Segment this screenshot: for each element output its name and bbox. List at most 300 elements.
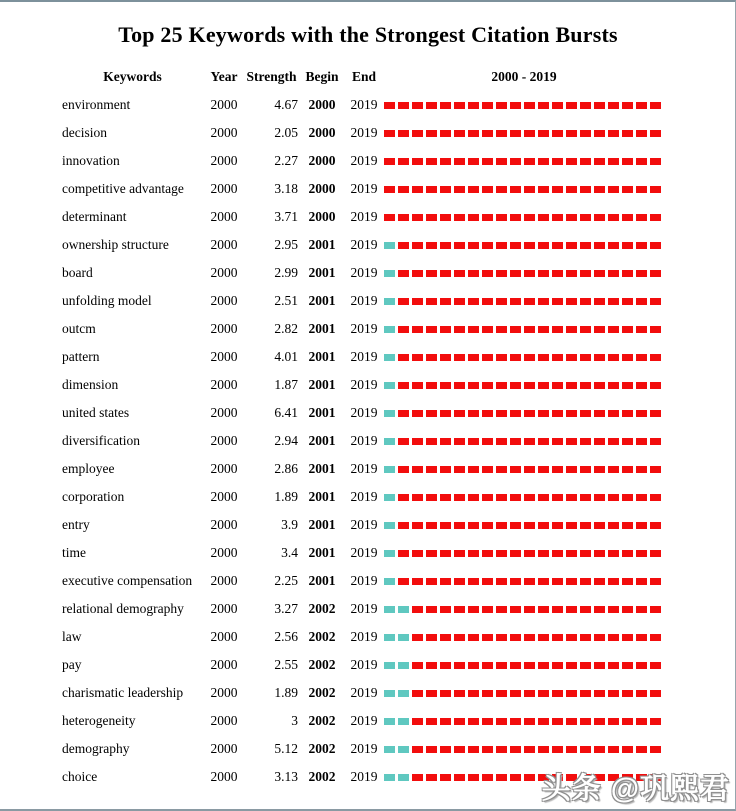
burst-year-segment	[636, 242, 647, 249]
keyword-cell: executive compensation	[62, 573, 193, 588]
keyword-cell: determinant	[62, 209, 127, 224]
burst-year-segment	[412, 494, 423, 501]
burst-year-segment	[608, 102, 619, 109]
burst-year-segment	[510, 438, 521, 445]
burst-year-segment	[440, 438, 451, 445]
burst-year-segment	[636, 718, 647, 725]
burst-year-segment	[468, 662, 479, 669]
burst-year-segment	[566, 158, 577, 165]
burst-year-segment	[440, 270, 451, 277]
burst-year-segment	[622, 606, 633, 613]
burst-year-segment	[552, 746, 563, 753]
burst-year-segment	[440, 466, 451, 473]
year-cell: 2000	[210, 377, 238, 392]
burst-year-segment	[510, 326, 521, 333]
burst-year-segment	[412, 746, 423, 753]
non-burst-year-segment	[384, 298, 395, 305]
burst-year-segment	[636, 102, 647, 109]
burst-year-segment	[510, 270, 521, 277]
burst-year-segment	[496, 438, 507, 445]
burst-year-segment	[426, 466, 437, 473]
burst-year-segment	[468, 270, 479, 277]
burst-year-segment	[538, 130, 549, 137]
burst-timeline-bar	[384, 606, 664, 613]
burst-year-segment	[622, 634, 633, 641]
burst-year-segment	[608, 466, 619, 473]
burst-year-segment	[426, 578, 437, 585]
burst-year-segment	[496, 578, 507, 585]
table-row	[0, 567, 736, 595]
burst-year-segment	[524, 690, 535, 697]
burst-year-segment	[552, 410, 563, 417]
burst-year-segment	[594, 186, 605, 193]
burst-year-segment	[608, 326, 619, 333]
burst-year-segment	[552, 382, 563, 389]
table-row	[0, 483, 736, 511]
burst-year-segment	[440, 718, 451, 725]
burst-year-segment	[566, 634, 577, 641]
begin-cell: 2000	[308, 125, 336, 140]
burst-year-segment	[468, 438, 479, 445]
burst-year-segment	[538, 438, 549, 445]
burst-year-segment	[594, 662, 605, 669]
burst-year-segment	[538, 522, 549, 529]
keyword-cell: decision	[62, 125, 107, 140]
burst-year-segment	[524, 438, 535, 445]
begin-cell: 2001	[308, 433, 336, 448]
year-cell: 2000	[210, 713, 238, 728]
burst-year-segment	[468, 690, 479, 697]
burst-year-segment	[412, 466, 423, 473]
begin-cell: 2002	[308, 769, 336, 784]
burst-year-segment	[566, 298, 577, 305]
burst-year-segment	[566, 718, 577, 725]
burst-year-segment	[412, 718, 423, 725]
end-cell: 2019	[350, 713, 378, 728]
year-cell: 2000	[210, 657, 238, 672]
burst-year-segment	[524, 270, 535, 277]
burst-year-segment	[524, 550, 535, 557]
burst-year-segment	[636, 438, 647, 445]
burst-timeline-bar	[384, 718, 664, 725]
burst-timeline-bar	[384, 634, 664, 641]
burst-year-segment	[412, 522, 423, 529]
year-cell: 2000	[210, 321, 238, 336]
burst-year-segment	[468, 158, 479, 165]
burst-year-segment	[412, 326, 423, 333]
burst-year-segment	[412, 382, 423, 389]
burst-year-segment	[496, 634, 507, 641]
burst-year-segment	[482, 298, 493, 305]
begin-cell: 2001	[308, 377, 336, 392]
burst-year-segment	[482, 606, 493, 613]
burst-year-segment	[566, 214, 577, 221]
burst-year-segment	[440, 242, 451, 249]
burst-year-segment	[524, 158, 535, 165]
burst-year-segment	[426, 130, 437, 137]
burst-year-segment	[510, 634, 521, 641]
non-burst-year-segment	[384, 522, 395, 529]
year-cell: 2000	[210, 405, 238, 420]
burst-year-segment	[412, 130, 423, 137]
year-cell: 2000	[210, 349, 238, 364]
burst-year-segment	[510, 690, 521, 697]
burst-year-segment	[384, 158, 395, 165]
burst-year-segment	[566, 746, 577, 753]
burst-year-segment	[398, 382, 409, 389]
burst-year-segment	[650, 438, 661, 445]
burst-year-segment	[622, 410, 633, 417]
burst-year-segment	[454, 522, 465, 529]
burst-year-segment	[510, 466, 521, 473]
burst-year-segment	[608, 494, 619, 501]
burst-year-segment	[538, 662, 549, 669]
burst-year-segment	[650, 130, 661, 137]
burst-year-segment	[496, 494, 507, 501]
burst-year-segment	[482, 410, 493, 417]
burst-year-segment	[454, 326, 465, 333]
end-cell: 2019	[350, 97, 378, 112]
burst-year-segment	[650, 690, 661, 697]
strength-cell: 3.27	[274, 601, 298, 616]
burst-year-segment	[496, 354, 507, 361]
keyword-cell: dimension	[62, 377, 119, 392]
burst-year-segment	[398, 494, 409, 501]
table-row	[0, 259, 736, 287]
burst-year-segment	[608, 186, 619, 193]
burst-year-segment	[566, 410, 577, 417]
burst-year-segment	[552, 214, 563, 221]
header-year: Year	[210, 69, 238, 84]
keyword-cell: diversification	[62, 433, 140, 448]
burst-year-segment	[496, 186, 507, 193]
burst-year-segment	[566, 522, 577, 529]
burst-year-segment	[510, 550, 521, 557]
end-cell: 2019	[350, 265, 378, 280]
burst-year-segment	[552, 606, 563, 613]
burst-timeline-bar	[384, 242, 664, 249]
burst-year-segment	[482, 438, 493, 445]
burst-year-segment	[412, 578, 423, 585]
burst-year-segment	[482, 746, 493, 753]
end-cell: 2019	[350, 153, 378, 168]
burst-year-segment	[426, 354, 437, 361]
burst-year-segment	[622, 662, 633, 669]
burst-year-segment	[440, 298, 451, 305]
page-title: Top 25 Keywords with the Strongest Citation Bursts	[118, 22, 618, 47]
burst-year-segment	[608, 270, 619, 277]
burst-year-segment	[398, 130, 409, 137]
burst-year-segment	[496, 522, 507, 529]
burst-year-segment	[594, 634, 605, 641]
burst-year-segment	[594, 578, 605, 585]
burst-year-segment	[440, 158, 451, 165]
year-cell: 2000	[210, 629, 238, 644]
burst-year-segment	[384, 186, 395, 193]
burst-year-segment	[622, 326, 633, 333]
burst-timeline-bar	[384, 494, 664, 501]
non-burst-year-segment	[384, 382, 395, 389]
burst-year-segment	[538, 270, 549, 277]
begin-cell: 2000	[308, 181, 336, 196]
burst-year-segment	[650, 606, 661, 613]
burst-year-segment	[608, 354, 619, 361]
header-begin: Begin	[305, 69, 339, 84]
non-burst-year-segment	[384, 242, 395, 249]
begin-cell: 2002	[308, 685, 336, 700]
burst-year-segment	[622, 158, 633, 165]
burst-year-segment	[426, 550, 437, 557]
burst-year-segment	[412, 410, 423, 417]
burst-year-segment	[426, 690, 437, 697]
burst-year-segment	[538, 326, 549, 333]
burst-year-segment	[538, 410, 549, 417]
begin-cell: 2001	[308, 489, 336, 504]
burst-year-segment	[538, 158, 549, 165]
burst-year-segment	[482, 186, 493, 193]
burst-year-segment	[524, 494, 535, 501]
burst-year-segment	[594, 466, 605, 473]
burst-year-segment	[398, 270, 409, 277]
burst-year-segment	[440, 354, 451, 361]
table-row	[0, 651, 736, 679]
burst-year-segment	[398, 438, 409, 445]
burst-year-segment	[622, 746, 633, 753]
begin-cell: 2001	[308, 405, 336, 420]
burst-year-segment	[650, 214, 661, 221]
year-cell: 2000	[210, 545, 238, 560]
burst-year-segment	[496, 102, 507, 109]
burst-year-segment	[398, 242, 409, 249]
burst-year-segment	[426, 774, 437, 781]
keyword-cell: competitive advantage	[62, 181, 184, 196]
burst-year-segment	[482, 690, 493, 697]
burst-year-segment	[636, 130, 647, 137]
end-cell: 2019	[350, 349, 378, 364]
burst-year-segment	[608, 746, 619, 753]
burst-year-segment	[636, 550, 647, 557]
burst-year-segment	[482, 634, 493, 641]
burst-year-segment	[594, 550, 605, 557]
year-cell: 2000	[210, 601, 238, 616]
burst-year-segment	[622, 242, 633, 249]
table-row	[0, 707, 736, 735]
burst-year-segment	[454, 214, 465, 221]
strength-cell: 1.89	[274, 489, 298, 504]
keyword-cell: demography	[62, 741, 130, 756]
begin-cell: 2001	[308, 517, 336, 532]
burst-year-segment	[482, 578, 493, 585]
burst-year-segment	[468, 298, 479, 305]
burst-year-segment	[412, 158, 423, 165]
end-cell: 2019	[350, 517, 378, 532]
burst-year-segment	[412, 662, 423, 669]
burst-year-segment	[538, 718, 549, 725]
burst-timeline-bar	[384, 410, 664, 417]
burst-year-segment	[510, 662, 521, 669]
begin-cell: 2001	[308, 237, 336, 252]
burst-year-segment	[440, 214, 451, 221]
keyword-cell: united states	[62, 405, 130, 420]
burst-year-segment	[524, 410, 535, 417]
burst-year-segment	[566, 326, 577, 333]
burst-year-segment	[580, 662, 591, 669]
burst-year-segment	[552, 326, 563, 333]
burst-year-segment	[552, 662, 563, 669]
keyword-cell: entry	[62, 517, 90, 532]
burst-year-segment	[636, 186, 647, 193]
burst-year-segment	[622, 382, 633, 389]
keyword-cell: law	[62, 629, 82, 644]
table-row	[0, 147, 736, 175]
keyword-cell: employee	[62, 461, 115, 476]
non-burst-year-segment	[398, 690, 409, 697]
header-keywords: Keywords	[103, 69, 162, 84]
burst-year-segment	[468, 606, 479, 613]
burst-timeline-bar	[384, 746, 664, 753]
burst-year-segment	[650, 326, 661, 333]
burst-year-segment	[454, 662, 465, 669]
burst-year-segment	[468, 550, 479, 557]
burst-year-segment	[538, 578, 549, 585]
burst-year-segment	[622, 690, 633, 697]
burst-year-segment	[496, 606, 507, 613]
burst-year-segment	[538, 102, 549, 109]
burst-year-segment	[496, 746, 507, 753]
burst-timeline-bar	[384, 382, 664, 389]
burst-year-segment	[510, 382, 521, 389]
burst-year-segment	[608, 578, 619, 585]
burst-year-segment	[594, 270, 605, 277]
burst-year-segment	[524, 466, 535, 473]
burst-year-segment	[538, 382, 549, 389]
strength-cell: 2.56	[274, 629, 298, 644]
burst-year-segment	[524, 606, 535, 613]
burst-timeline-bar	[384, 186, 664, 193]
burst-year-segment	[398, 550, 409, 557]
end-cell: 2019	[350, 741, 378, 756]
burst-year-segment	[426, 382, 437, 389]
burst-year-segment	[398, 214, 409, 221]
burst-year-segment	[440, 634, 451, 641]
toutiao-watermark: 头条 @巩熙君	[541, 773, 730, 805]
table-row	[0, 91, 736, 119]
burst-year-segment	[594, 354, 605, 361]
year-cell: 2000	[210, 573, 238, 588]
burst-year-segment	[650, 662, 661, 669]
non-burst-year-segment	[384, 270, 395, 277]
non-burst-year-segment	[398, 774, 409, 781]
burst-year-segment	[426, 186, 437, 193]
burst-year-segment	[510, 410, 521, 417]
begin-cell: 2001	[308, 321, 336, 336]
burst-year-segment	[398, 158, 409, 165]
burst-year-segment	[580, 438, 591, 445]
burst-timeline-bar	[384, 578, 664, 585]
burst-year-segment	[608, 606, 619, 613]
burst-year-segment	[636, 298, 647, 305]
burst-year-segment	[622, 718, 633, 725]
burst-year-segment	[622, 270, 633, 277]
burst-year-segment	[454, 438, 465, 445]
burst-year-segment	[636, 606, 647, 613]
burst-year-segment	[594, 326, 605, 333]
burst-year-segment	[496, 298, 507, 305]
burst-year-segment	[636, 662, 647, 669]
year-cell: 2000	[210, 769, 238, 784]
burst-year-segment	[510, 746, 521, 753]
burst-year-segment	[496, 662, 507, 669]
burst-year-segment	[594, 606, 605, 613]
burst-year-segment	[538, 186, 549, 193]
keyword-cell: ownership structure	[62, 237, 169, 252]
burst-year-segment	[622, 578, 633, 585]
keyword-cell: heterogeneity	[62, 713, 136, 728]
burst-year-segment	[454, 158, 465, 165]
table-row	[0, 511, 736, 539]
burst-year-segment	[566, 578, 577, 585]
burst-year-segment	[622, 102, 633, 109]
burst-year-segment	[566, 662, 577, 669]
non-burst-year-segment	[384, 578, 395, 585]
non-burst-year-segment	[384, 746, 395, 753]
burst-timeline-bar	[384, 466, 664, 473]
burst-year-segment	[454, 354, 465, 361]
burst-year-segment	[468, 578, 479, 585]
strength-cell: 2.94	[274, 433, 298, 448]
table-header-row	[0, 63, 736, 91]
burst-year-segment	[580, 522, 591, 529]
year-cell: 2000	[210, 685, 238, 700]
burst-year-segment	[594, 214, 605, 221]
burst-year-segment	[594, 158, 605, 165]
non-burst-year-segment	[384, 774, 395, 781]
burst-year-segment	[510, 354, 521, 361]
burst-year-segment	[440, 494, 451, 501]
burst-year-segment	[454, 634, 465, 641]
begin-cell: 2002	[308, 629, 336, 644]
burst-year-segment	[580, 102, 591, 109]
burst-timeline-bar	[384, 550, 664, 557]
burst-year-segment	[412, 270, 423, 277]
burst-year-segment	[440, 186, 451, 193]
burst-year-segment	[510, 522, 521, 529]
burst-year-segment	[524, 746, 535, 753]
burst-year-segment	[636, 634, 647, 641]
burst-timeline-bar	[384, 214, 664, 221]
table-row	[0, 427, 736, 455]
burst-timeline-bar	[384, 298, 664, 305]
end-cell: 2019	[350, 209, 378, 224]
burst-year-segment	[468, 214, 479, 221]
burst-year-segment	[412, 438, 423, 445]
burst-year-segment	[496, 270, 507, 277]
burst-year-segment	[482, 466, 493, 473]
burst-year-segment	[608, 522, 619, 529]
burst-year-segment	[426, 438, 437, 445]
burst-year-segment	[594, 522, 605, 529]
burst-year-segment	[538, 242, 549, 249]
burst-year-segment	[454, 690, 465, 697]
burst-year-segment	[468, 718, 479, 725]
non-burst-year-segment	[384, 326, 395, 333]
burst-year-segment	[524, 298, 535, 305]
burst-year-segment	[412, 550, 423, 557]
burst-year-segment	[510, 494, 521, 501]
burst-year-segment	[440, 130, 451, 137]
burst-year-segment	[566, 130, 577, 137]
non-burst-year-segment	[384, 466, 395, 473]
